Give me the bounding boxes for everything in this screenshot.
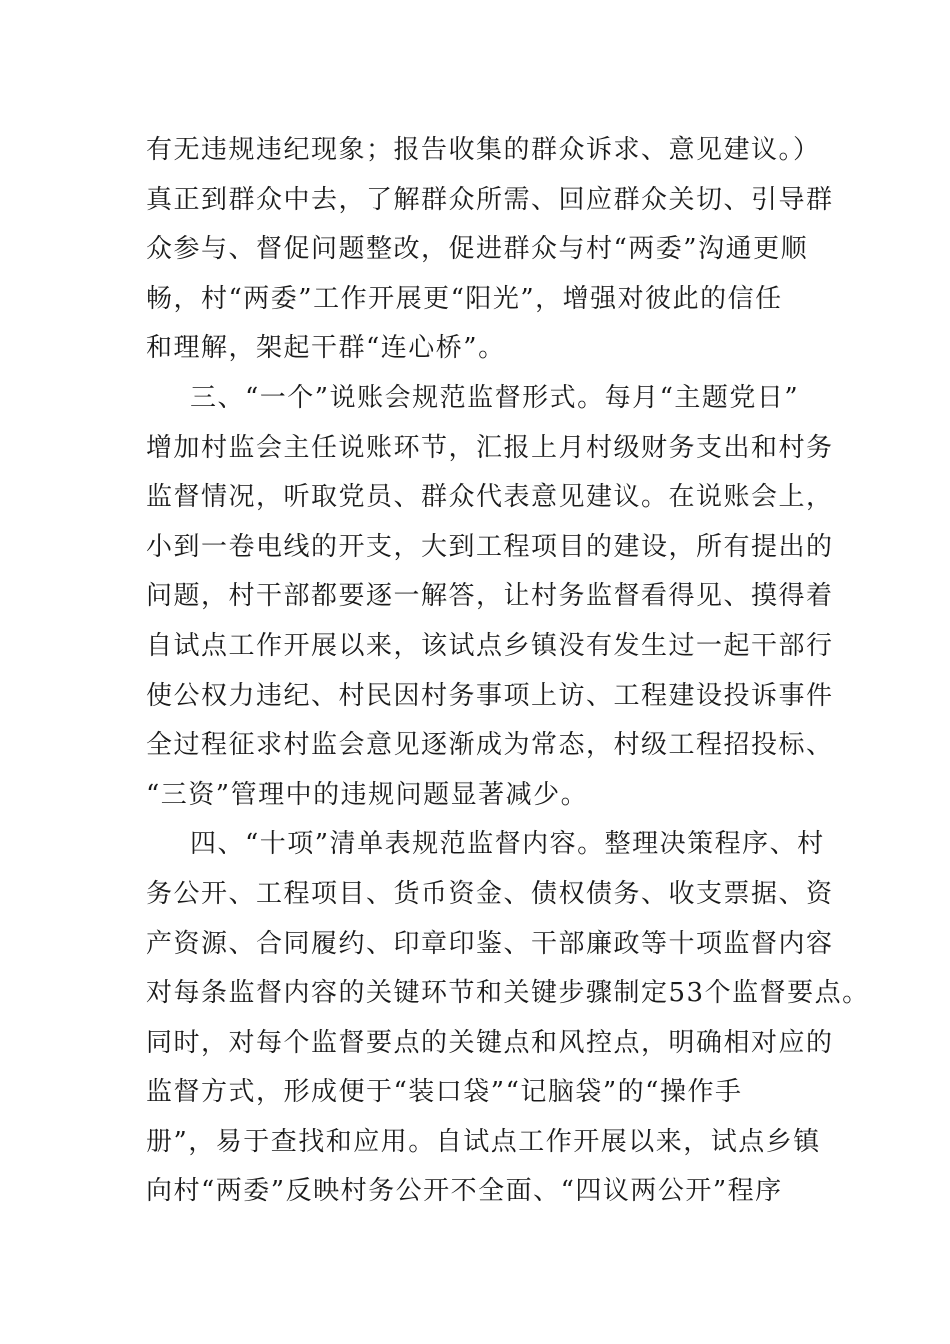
document-body xyxy=(146,126,870,1217)
text-line: 众参与、督促问题整改，促进群众与村“两委”沟通更顺 xyxy=(146,234,809,265)
text-line: 同时，对每个监督要点的关键点和风控点，明确相对应的 xyxy=(146,1027,834,1058)
text-line: 务公开、工程项目、货币资金、债权债务、收支票据、资 xyxy=(146,878,834,909)
text-line: 真正到群众中去，了解群众所需、回应群众关切、引导群 xyxy=(146,184,834,215)
text-line: 全过程征求村监会意见逐渐成为常态，村级工程招投标、 xyxy=(146,730,834,761)
text-line: 自试点工作开展以来，该试点乡镇没有发生过一起干部行 xyxy=(146,630,834,661)
section-heading-line: 四、“十项”清单表规范监督内容。整理决策程序、村 xyxy=(190,829,825,860)
text-line: 监督情况，听取党员、群众代表意见建议。在说账会上， xyxy=(146,482,834,513)
text-line: 和理解，架起干群“连心桥”。 xyxy=(146,333,506,364)
text-line: 增加村监会主任说账环节，汇报上月村级财务支出和村务 xyxy=(146,432,834,463)
text-line: 问题，村干部都要逐一解答，让村务监督看得见、摸得着 xyxy=(146,581,834,612)
text-line: 小到一卷电线的开支，大到工程项目的建设，所有提出的 xyxy=(146,531,834,562)
text-line: 向村“两委”反映村务公开不全面、“四议两公开”程序 xyxy=(146,1176,783,1207)
text-line: 监督方式，形成便于“装口袋”“记脑袋”的“操作手 xyxy=(146,1077,743,1108)
text-line: 畅，村“两委”工作开展更“阳光”，增强对彼此的信任 xyxy=(146,283,783,314)
text-line: 使公权力违纪、村民因村务事项上访、工程建设投诉事件 xyxy=(146,680,834,711)
text-line: 产资源、合同履约、印章印鉴、干部廉政等十项监督内容 xyxy=(146,928,834,959)
section-heading-line: 三、“一个”说账会规范监督形式。每月“主题党日” xyxy=(190,382,800,413)
text-line: “三资”管理中的违规问题显著减少。 xyxy=(146,779,589,810)
text-line: 对每条监督内容的关键环节和关键步骤制定53个监督要点。 xyxy=(146,978,870,1009)
text-line: 有无违规违纪现象；报告收集的群众诉求、意见建议。） xyxy=(146,135,821,165)
text-line: 册”，易于查找和应用。自试点工作开展以来，试点乡镇 xyxy=(146,1126,821,1157)
